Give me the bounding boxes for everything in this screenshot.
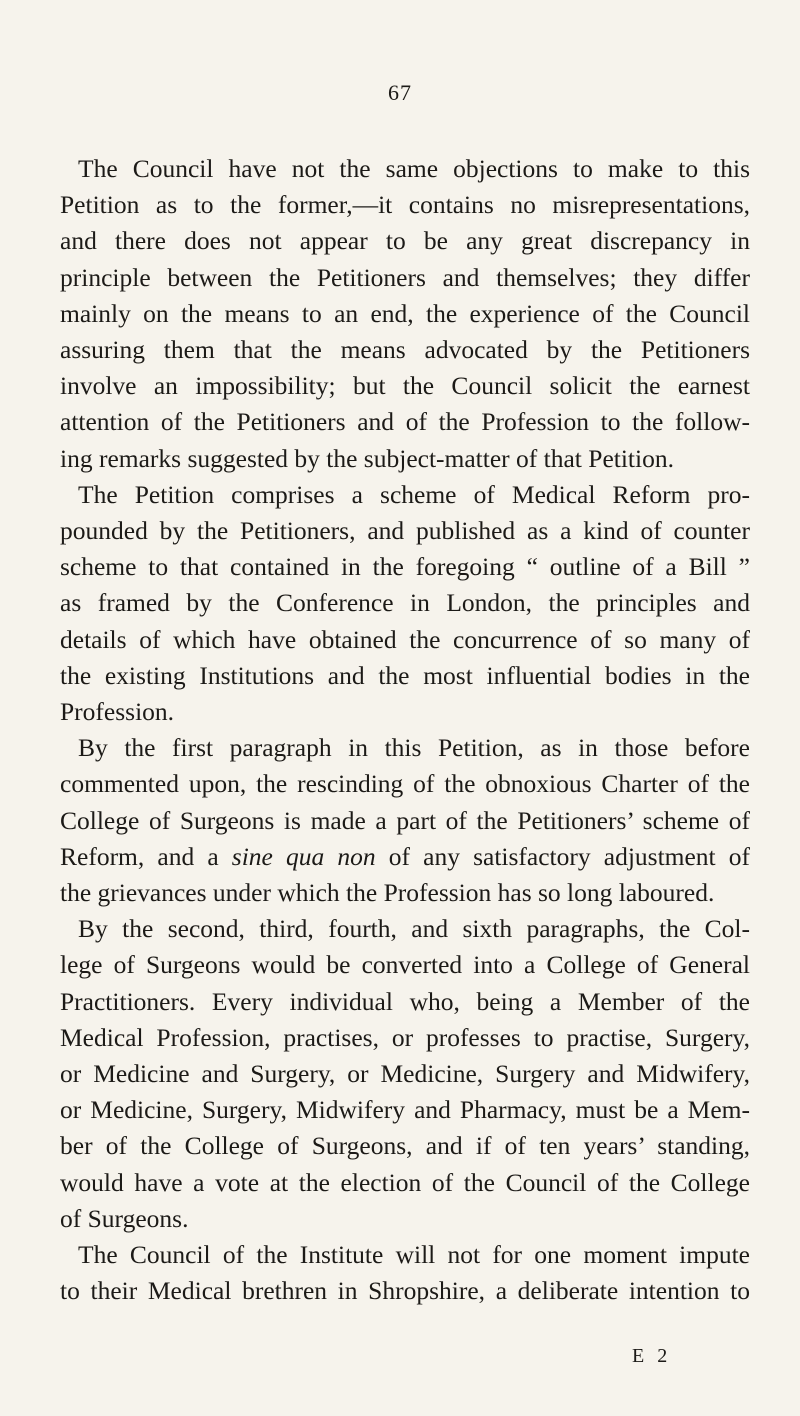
- page-number: 67: [388, 80, 412, 105]
- text-line: as framed by the Conference in London, the principles and: [60, 588, 750, 618]
- text-line: Reform, and a sine qua non of any satisfactory adjustment of: [60, 841, 750, 871]
- text-line: ber of the College of Surgeons, and if of ten years’ standing,: [60, 1131, 750, 1161]
- text-line: and there does not appear to be any great discrepancy in: [60, 226, 750, 256]
- signature-mark: E 2: [632, 1345, 672, 1367]
- text-line: principle between the Petitioners and themselves; they differ: [60, 262, 750, 292]
- text-line: details of which have obtained the concurrence of so many of: [60, 624, 750, 654]
- text-line: lege of Surgeons would be converted into a College of General: [60, 950, 750, 980]
- text-line: to their Medical brethren in Shropshire, a deliberate intention to: [60, 1276, 750, 1306]
- text-line: scheme to that contained in the foregoing “ outline of a Bill ”: [60, 552, 750, 582]
- text-line: The Petition comprises a scheme of Medical Reform pro-: [78, 479, 750, 509]
- text-line: commented upon, the rescinding of the obnoxious Charter of the: [60, 769, 750, 799]
- text-line: ing remarks suggested by the subject-matter of that Petition.: [60, 443, 674, 473]
- text-line: of Surgeons.: [60, 1203, 189, 1233]
- text-line: Medical Profession, practises, or professes to practise, Surgery,: [60, 1022, 750, 1052]
- text-line: The Council of the Institute will not for one moment impute: [78, 1240, 750, 1270]
- italic-phrase: sine qua non: [231, 841, 376, 871]
- text-line: By the first paragraph in this Petition, as in those before: [78, 733, 750, 763]
- text-line: Petition as to the former,—it contains no misrepresentations,: [60, 190, 750, 220]
- text-line: mainly on the means to an end, the experience of the Council: [60, 298, 750, 328]
- text-line: involve an impossibility; but the Council solicit the earnest: [60, 371, 750, 401]
- text-line: or Medicine and Surgery, or Medicine, Surgery and Midwifery,: [60, 1059, 750, 1089]
- text-line: would have a vote at the election of the Council of the College: [60, 1167, 750, 1197]
- text-line: The Council have not the same objections to make to this: [78, 154, 750, 183]
- text-line: the existing Institutions and the most influential bodies in the: [60, 660, 750, 690]
- text-line: By the second, third, fourth, and sixth paragraphs, the Col-: [78, 914, 750, 944]
- body-text: [60, 151, 750, 1310]
- text-line: assuring them that the means advocated by the Petitioners: [60, 335, 750, 365]
- text-line: Profession.: [60, 697, 175, 727]
- text-line: pounded by the Petitioners, and published as a kind of counter: [60, 516, 750, 546]
- text-line: College of Surgeons is made a part of the Petitioners’ scheme of: [60, 805, 750, 835]
- text-line: the grievances under which the Profession has so long laboured.: [60, 878, 715, 908]
- text-line: or Medicine, Surgery, Midwifery and Pharmacy, must be a Mem-: [60, 1095, 750, 1125]
- text-line: Practitioners. Every individual who, being a Member of the: [60, 986, 750, 1016]
- text-line: attention of the Petitioners and of the Profession to the follow-: [60, 407, 750, 437]
